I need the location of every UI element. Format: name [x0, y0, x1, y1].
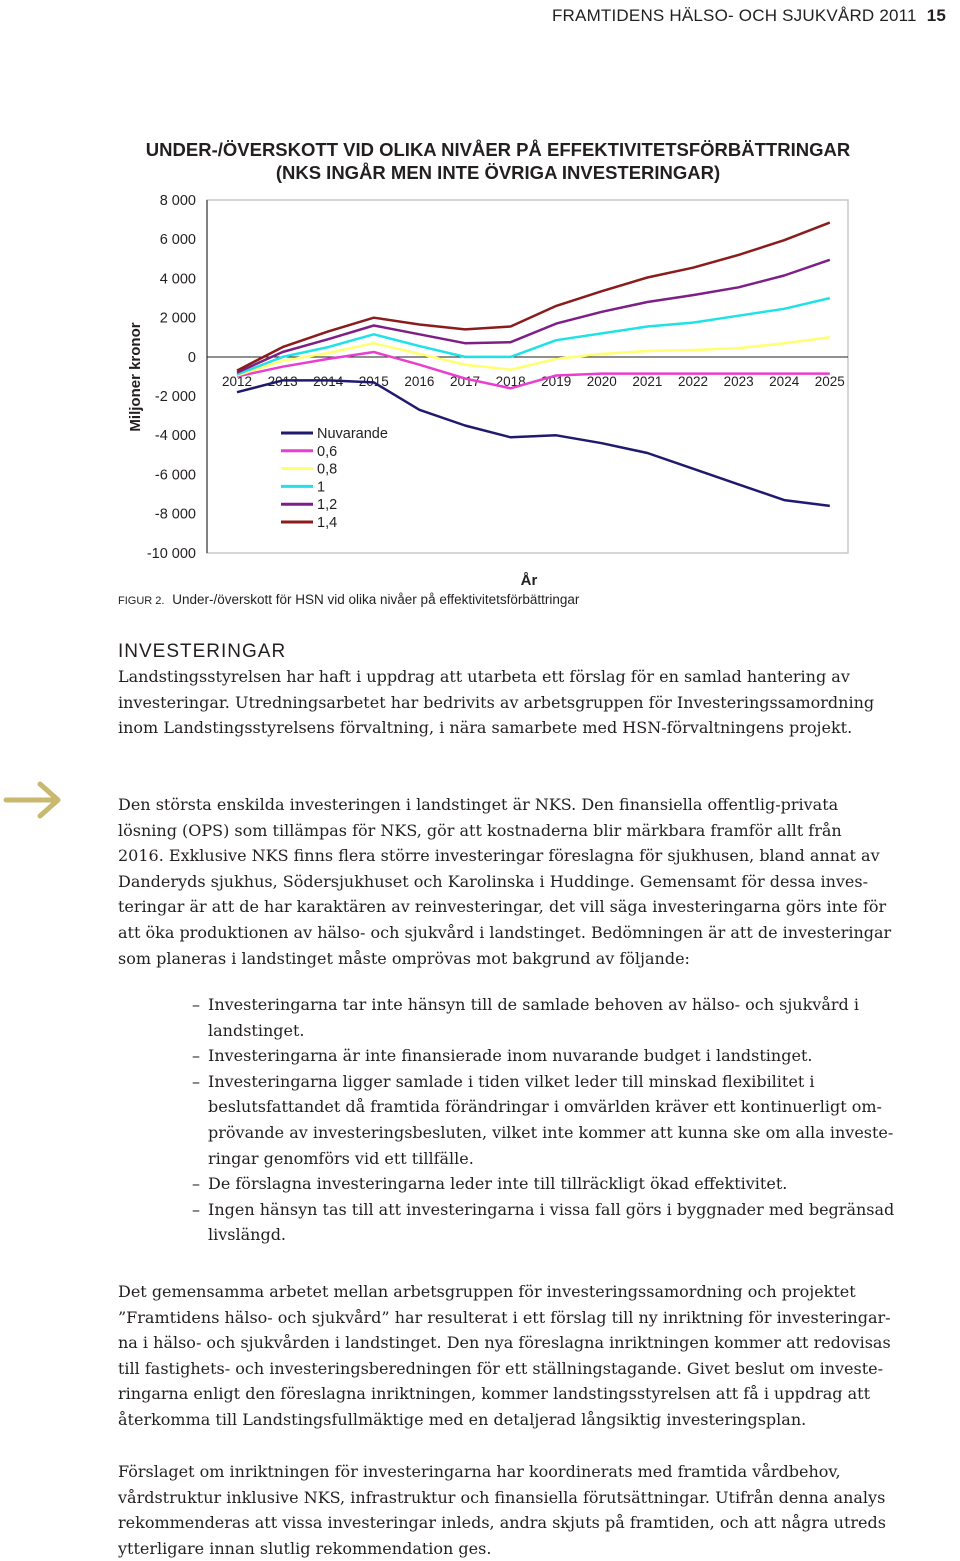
- legend-label: 1,4: [317, 515, 338, 531]
- y-tick-label: -2 000: [154, 389, 196, 405]
- section-heading: INVESTERINGAR: [118, 641, 287, 662]
- y-tick-label: -8 000: [154, 506, 196, 523]
- bullet-text: Investeringarna är inte finansierade inom nuvarande budget i landstinget.: [208, 1046, 813, 1066]
- y-tick-labels: [147, 193, 196, 562]
- bullet-dash: –: [192, 1071, 200, 1091]
- y-axis-label: Miljoner kronor: [127, 322, 144, 432]
- chart-title-line-2: (NKS INGÅR MEN INTE ÖVRIGA INVESTERINGAR): [275, 162, 721, 183]
- paragraph-1: Landstingsstyrelsen har haft i uppdrag att utarbeta ett förslag för en samlad hantering av investeringar. Utredningsarbetet har bedrivits av arbetsgruppen för Investeringssamordning inom Landstingsstyrelsens förvaltning, i nära samarbete med HSN-förvaltningens projekt.: [118, 667, 875, 738]
- y-tick-label: -4 000: [154, 428, 196, 445]
- running-header-title: FRAMTIDENS HÄLSO- OCH SJUKVÅRD 2011: [551, 6, 917, 25]
- figure-label: FIGUR 2.: [118, 595, 165, 607]
- x-tick-label: 2020: [586, 373, 617, 389]
- y-tick-label: 0: [187, 349, 196, 366]
- bullet-item: [118, 1171, 894, 1197]
- x-tick-label: 2019: [541, 373, 572, 389]
- bullet-list: [118, 992, 894, 1248]
- y-tick-label: 6 000: [159, 232, 196, 249]
- x-tick-label: 2013: [267, 373, 298, 389]
- y-tick-label: -6 000: [154, 467, 196, 484]
- page-number: 15: [926, 6, 946, 25]
- bullet-text: Ingen hänsyn tas till att investeringarna i vissa fall görs i byggnader med begränsad livslängd.: [208, 1199, 895, 1245]
- chart-legend: [281, 426, 388, 531]
- x-tick-label: 2024: [769, 373, 800, 389]
- x-tick-label: 2025: [814, 373, 845, 389]
- y-tick-label: 2 000: [159, 310, 196, 327]
- bullet-dash: –: [192, 1174, 200, 1194]
- bullet-item: [118, 992, 894, 1043]
- figure-caption-text: Under-/överskott för HSN vid olika nivåer på effektivitetsförbättringar: [172, 592, 580, 607]
- bullet-item: [118, 1043, 894, 1069]
- x-tick-label: 2015: [358, 373, 389, 389]
- bullet-dash: –: [192, 1199, 200, 1219]
- legend-label: 0,8: [317, 461, 338, 478]
- legend-label: 1: [317, 479, 326, 496]
- x-axis-label: År: [520, 572, 538, 589]
- bullet-text: De förslagna investeringarna leder inte till tillräckligt ökad effektivitet.: [208, 1174, 788, 1194]
- y-tick-label: 4 000: [159, 271, 196, 288]
- x-tick-label: 2012: [221, 373, 253, 389]
- legend-label: Nuvarande: [317, 426, 388, 442]
- legend-label: 0,6: [317, 443, 338, 460]
- legend-label: 1,2: [317, 497, 338, 514]
- bullet-text: Investeringarna ligger samlade i tiden vilket leder till minskad flexibilitet i beslutsfattandet då framtida förändringar i omvärlden kräver ett kontinuerligt om- prövande av investeringsbesluten, vilket inte kommer att kunna ske om alla investe- ringar genomförs vid ett tillfälle.: [208, 1071, 894, 1168]
- x-tick-label: 2021: [632, 373, 663, 389]
- x-tick-label: 2023: [723, 373, 754, 389]
- y-tick-label: -10 000: [146, 545, 196, 562]
- line-chart: [0, 0, 960, 600]
- x-tick-label: 2022: [677, 373, 709, 389]
- paragraph-3: Det gemensamma arbetet mellan arbetsgruppen för investeringssamordning och projektet ”Framtidens hälso- och sjukvård” har resulterat i ett förslag till ny inriktning för investeringar- na i hälso- och sjukvården i landstinget. Den nya föreslagna inriktningen kommer att redovisas till fastighets- och investeringsberedningen för ett ställningstagande. Givet beslut om investe- ringarna enligt den föreslagna inriktningen, kommer landstingsstyrelsen att få i uppdrag att återkomma till Landstingsfullmäktige med en detaljerad långsiktig investeringsplan.: [118, 1282, 891, 1429]
- x-tick-label: 2014: [313, 373, 344, 389]
- paragraph-4: Förslaget om inriktningen för investeringarna har koordinerats med framtida vårdbehov, vårdstruktur inklusive NKS, infrastruktur och finansiella förutsättningar. Utifrån denna analys rekommenderas att vissa investeringar inleds, andra skjuts på framtiden, och att några utreds ytterligare innan slutlig rekommendation ges.: [118, 1462, 886, 1558]
- bullet-item: [118, 1069, 894, 1171]
- figure-caption: [118, 592, 579, 607]
- paragraph-2: Den största enskilda investeringen i landstinget är NKS. Den finansiella offentlig-privata lösning (OPS) som tillämpas för NKS, gör att kostnaderna blir märkbara framför allt från 2016. Exklusive NKS finns flera större investeringar föreslagna för sjukhusen, bland annat av Danderyds sjukhus, Södersjukhuset och Karolinska i Huddinge. Gemensamt för dessa inves- teringar är att de har karaktären av reinvesteringar, det vill säga investeringarna görs inte för att öka produktionen av hälso- och sjukvård i landstinget. Bedömningen är att de investeringar som planeras i landstinget måste omprövas mot bakgrund av följande:: [118, 795, 892, 968]
- bullet-item: [118, 1197, 894, 1248]
- x-tick-label: 2016: [404, 373, 435, 389]
- x-tick-label: 2018: [495, 373, 526, 389]
- bullet-dash: –: [192, 1046, 200, 1066]
- y-tick-label: 8 000: [159, 193, 196, 209]
- bullet-dash: –: [192, 995, 200, 1014]
- x-tick-label: 2017: [449, 373, 481, 389]
- bullet-text: Investeringarna tar inte hänsyn till de samlade behoven av hälso- och sjukvård i landstinget.: [208, 995, 859, 1040]
- chart-title-line-1: UNDER-/ÖVERSKOTT VID OLIKA NIVÅER PÅ EFFEKTIVITETSFÖRBÄTTRINGAR: [145, 139, 851, 160]
- right-arrow-icon: [0, 780, 70, 820]
- series-line: [237, 337, 830, 375]
